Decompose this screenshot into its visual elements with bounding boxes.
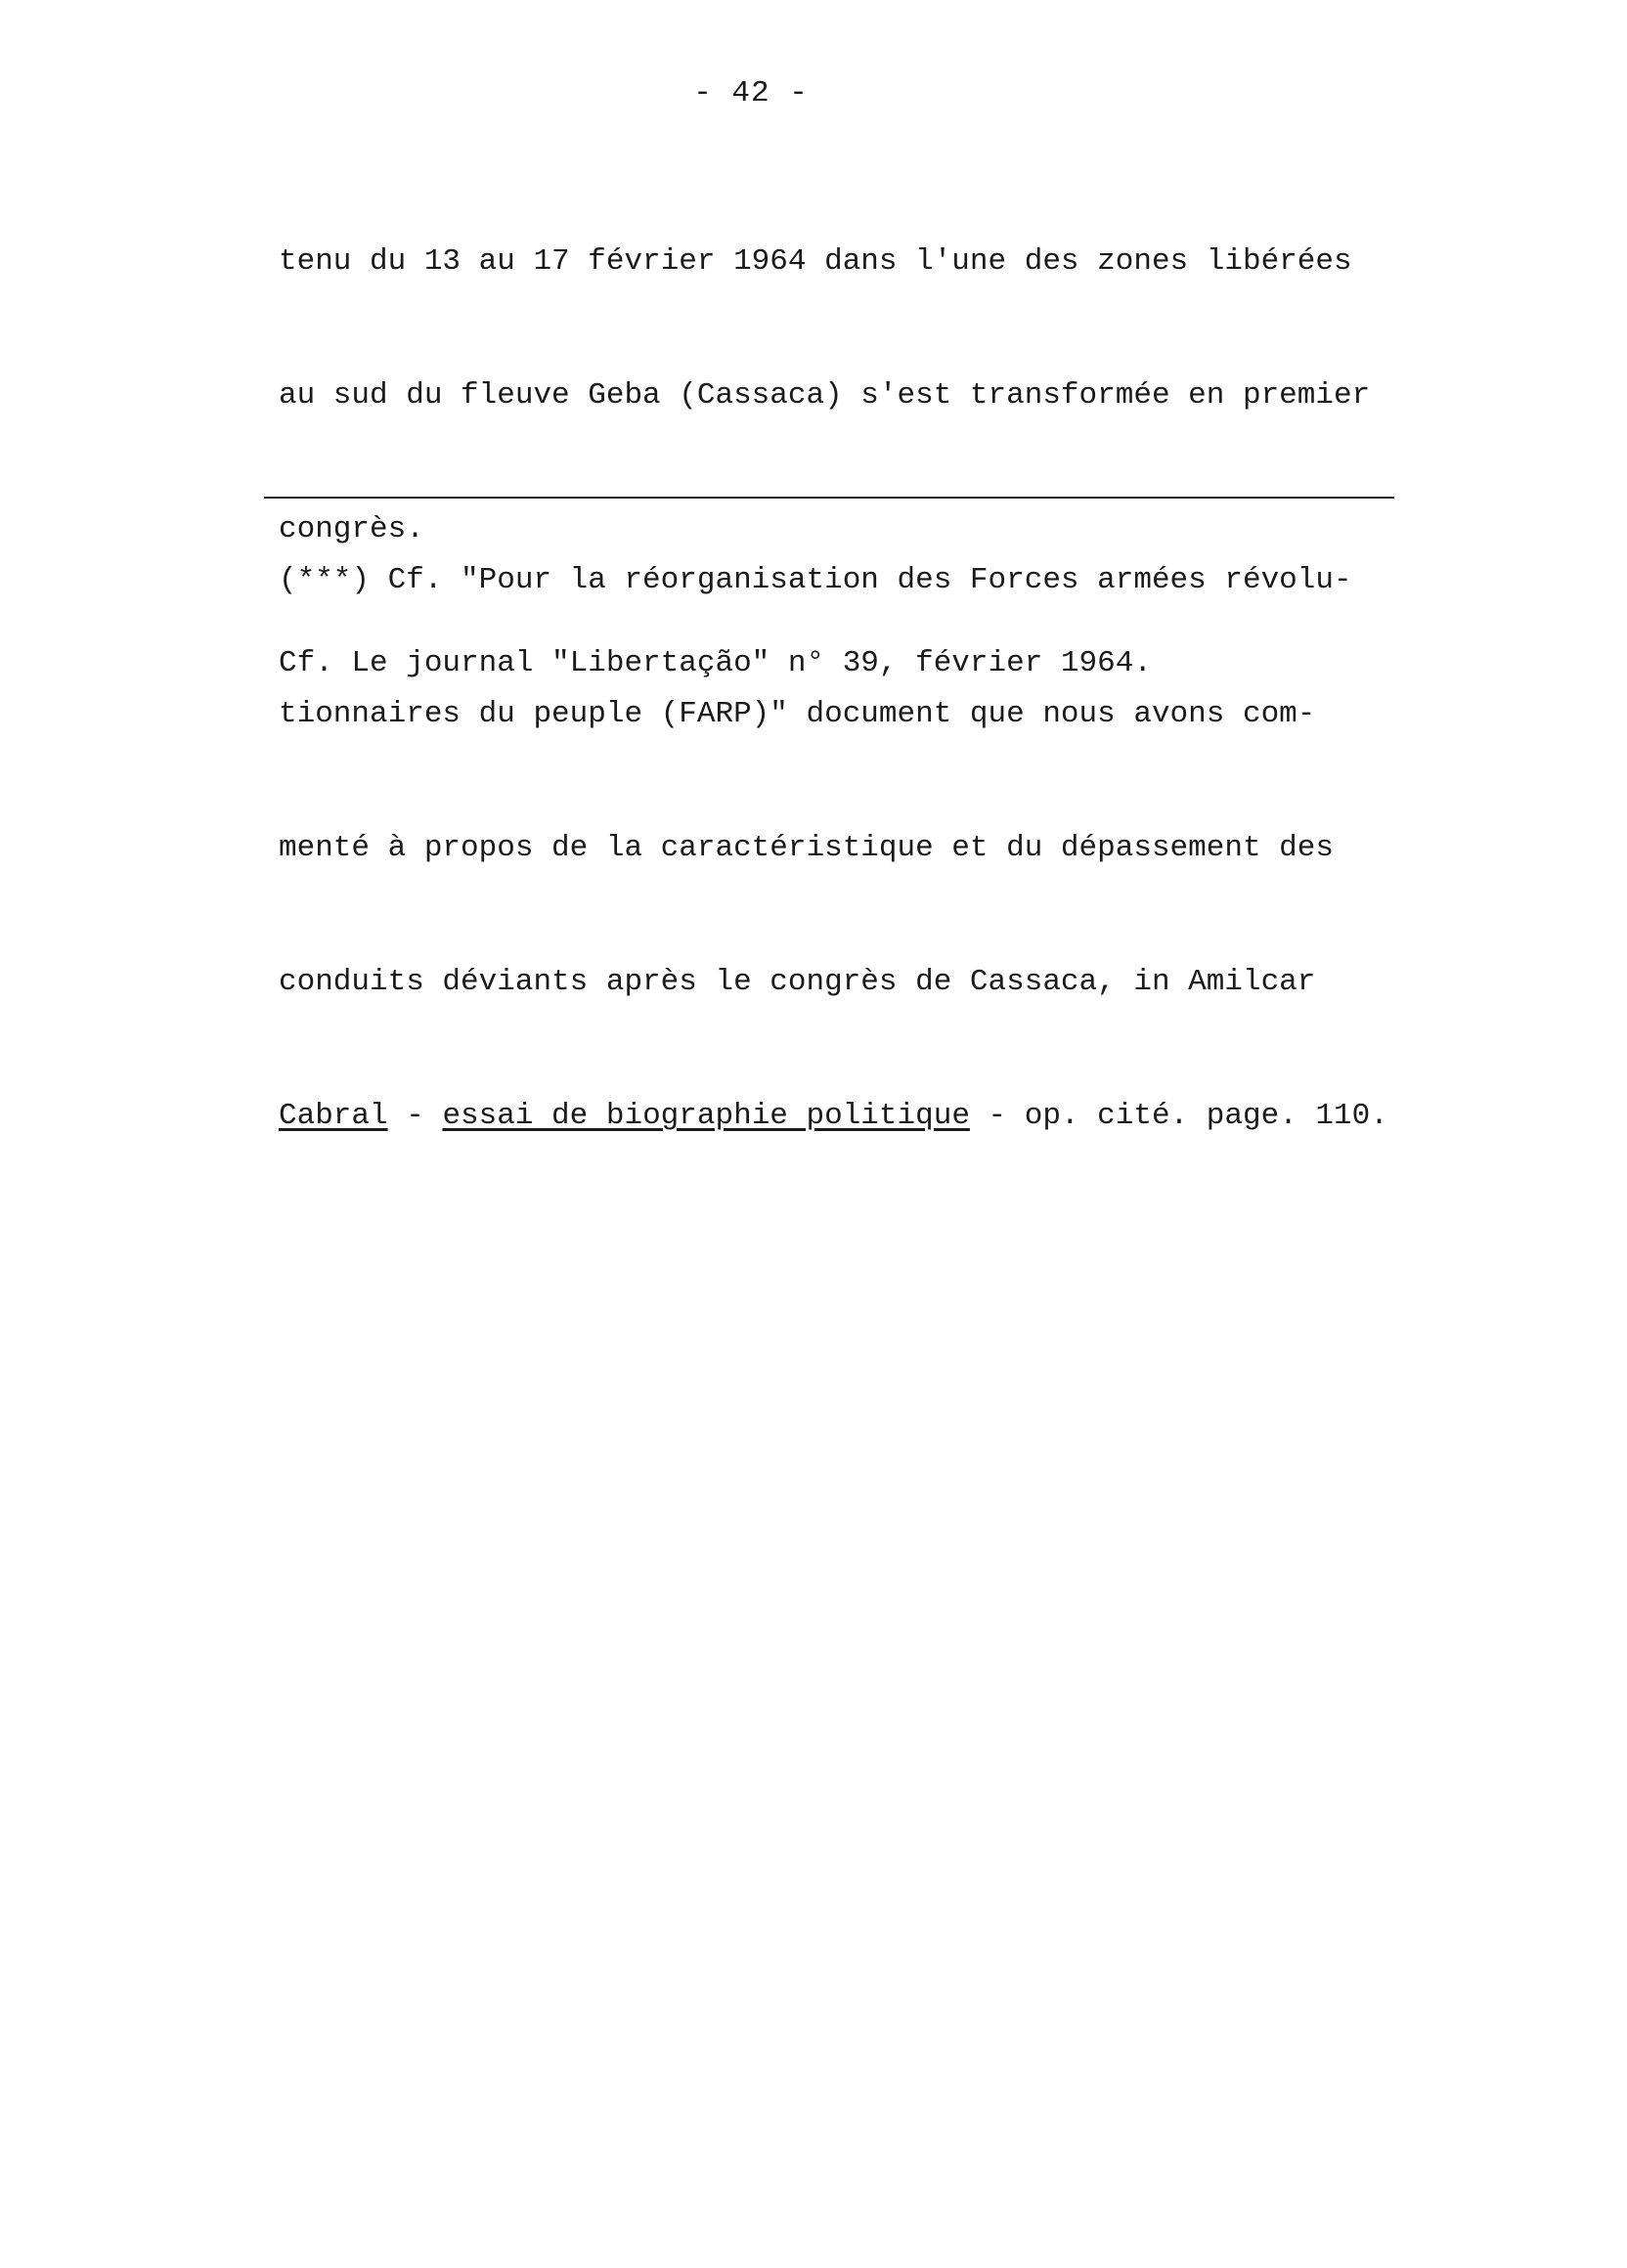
footnote: [279, 479, 1388, 1183]
footnote-line: tionnaires du peuple (FARP)" document que nous avons com-: [279, 697, 1316, 731]
page-number: - 42 -: [693, 76, 809, 110]
title-separator: -: [387, 1099, 443, 1133]
footnote-line: menté à propos de la caractéristique et du dépassement des: [279, 831, 1334, 865]
footnote-line: (***) Cf. "Pour la réorganisation des Forces armées révolu-: [279, 563, 1352, 597]
text-line: tenu du 13 au 17 février 1964 dans l'une des zones libérées: [279, 244, 1352, 279]
text-line: Cf. Le journal "Libertação" n° 39, février 1964.: [279, 646, 1152, 680]
footnote-line: [279, 1083, 1388, 1149]
book-title-part-b: essai de biographie politique: [442, 1099, 970, 1133]
citation-rest: - op. cité. page. 110.: [969, 1099, 1388, 1133]
text-line: congrès.: [279, 512, 424, 546]
text-line: au sud du fleuve Geba (Cassaca) s'est transformée en premier: [279, 378, 1371, 413]
footnote-line: conduits déviants après le congrès de Cassaca, in Amilcar: [279, 965, 1316, 999]
book-title-part-a: Cabral: [279, 1099, 388, 1133]
